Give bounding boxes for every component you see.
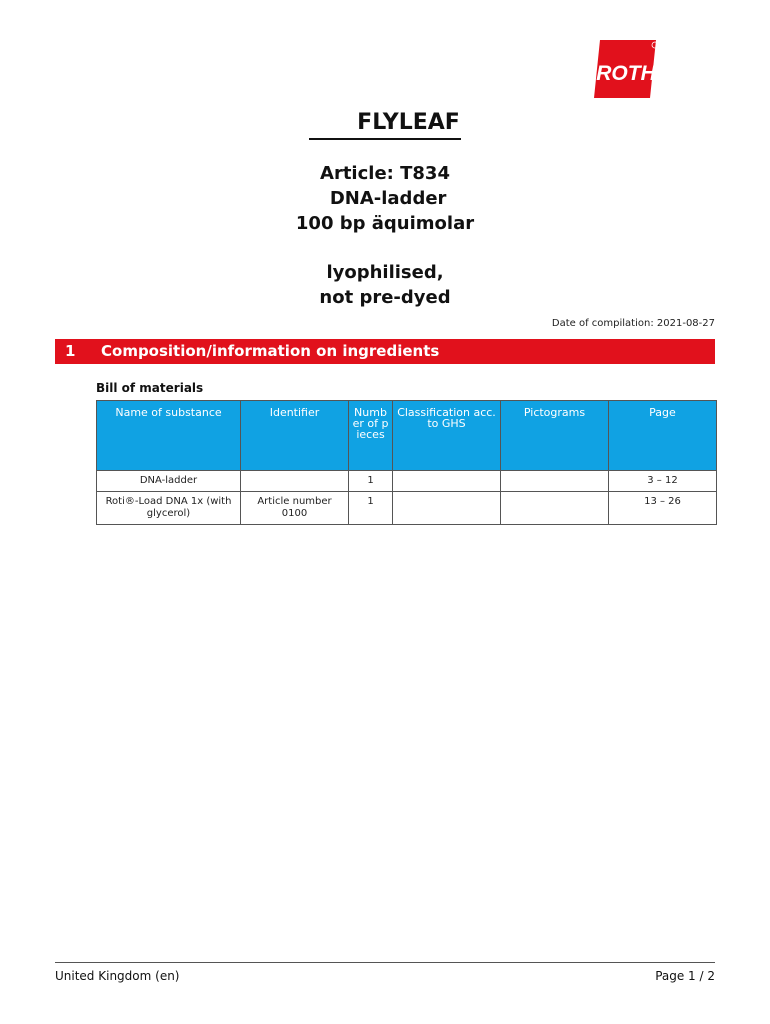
page-title: FLYLEAF bbox=[0, 110, 770, 135]
column-header: Name of substance bbox=[97, 401, 241, 471]
article-line: 100 bp äquimolar bbox=[295, 213, 475, 234]
table-row bbox=[97, 471, 717, 492]
table-cell bbox=[393, 492, 501, 525]
bom-label: Bill of materials bbox=[96, 381, 204, 395]
section-number: 1 bbox=[65, 342, 76, 360]
column-header: Classification acc. to GHS bbox=[393, 401, 501, 471]
table-cell: Article number 0100 bbox=[241, 492, 349, 525]
table-cell: 1 bbox=[349, 471, 393, 492]
section-heading bbox=[55, 339, 715, 364]
table-cell bbox=[241, 471, 349, 492]
table-cell: 13 – 26 bbox=[609, 492, 717, 525]
article-line: Article: T834 bbox=[320, 163, 450, 184]
table-cell bbox=[501, 471, 609, 492]
table-cell bbox=[501, 492, 609, 525]
product-form bbox=[0, 260, 770, 310]
table-cell: Roti®-Load DNA 1x (with glycerol) bbox=[97, 492, 241, 525]
column-header: Identifier bbox=[241, 401, 349, 471]
footer-locale: United Kingdom (en) bbox=[55, 969, 180, 983]
table-cell: 3 – 12 bbox=[609, 471, 717, 492]
table-cell: 1 bbox=[349, 492, 393, 525]
svg-text:ROTH: ROTH bbox=[596, 62, 656, 85]
table-cell: DNA-ladder bbox=[97, 471, 241, 492]
table-header-row bbox=[97, 401, 717, 471]
article-block bbox=[0, 161, 770, 236]
form-line: lyophilised, bbox=[326, 262, 444, 283]
footer-page-number: Page 1 / 2 bbox=[655, 969, 715, 983]
bill-of-materials-table bbox=[96, 400, 717, 525]
column-header: Page bbox=[609, 401, 717, 471]
table-row bbox=[97, 492, 717, 525]
table-cell bbox=[393, 471, 501, 492]
form-line: not pre-dyed bbox=[319, 287, 451, 308]
section-title: Composition/information on ingredients bbox=[101, 342, 440, 360]
footer-divider bbox=[55, 962, 715, 963]
roth-logo bbox=[590, 40, 662, 98]
article-line: DNA-ladder bbox=[323, 188, 447, 209]
column-header: Number of pieces bbox=[349, 401, 393, 471]
column-header: Pictograms bbox=[501, 401, 609, 471]
compilation-date: Date of compilation: 2021-08-27 bbox=[551, 318, 715, 329]
